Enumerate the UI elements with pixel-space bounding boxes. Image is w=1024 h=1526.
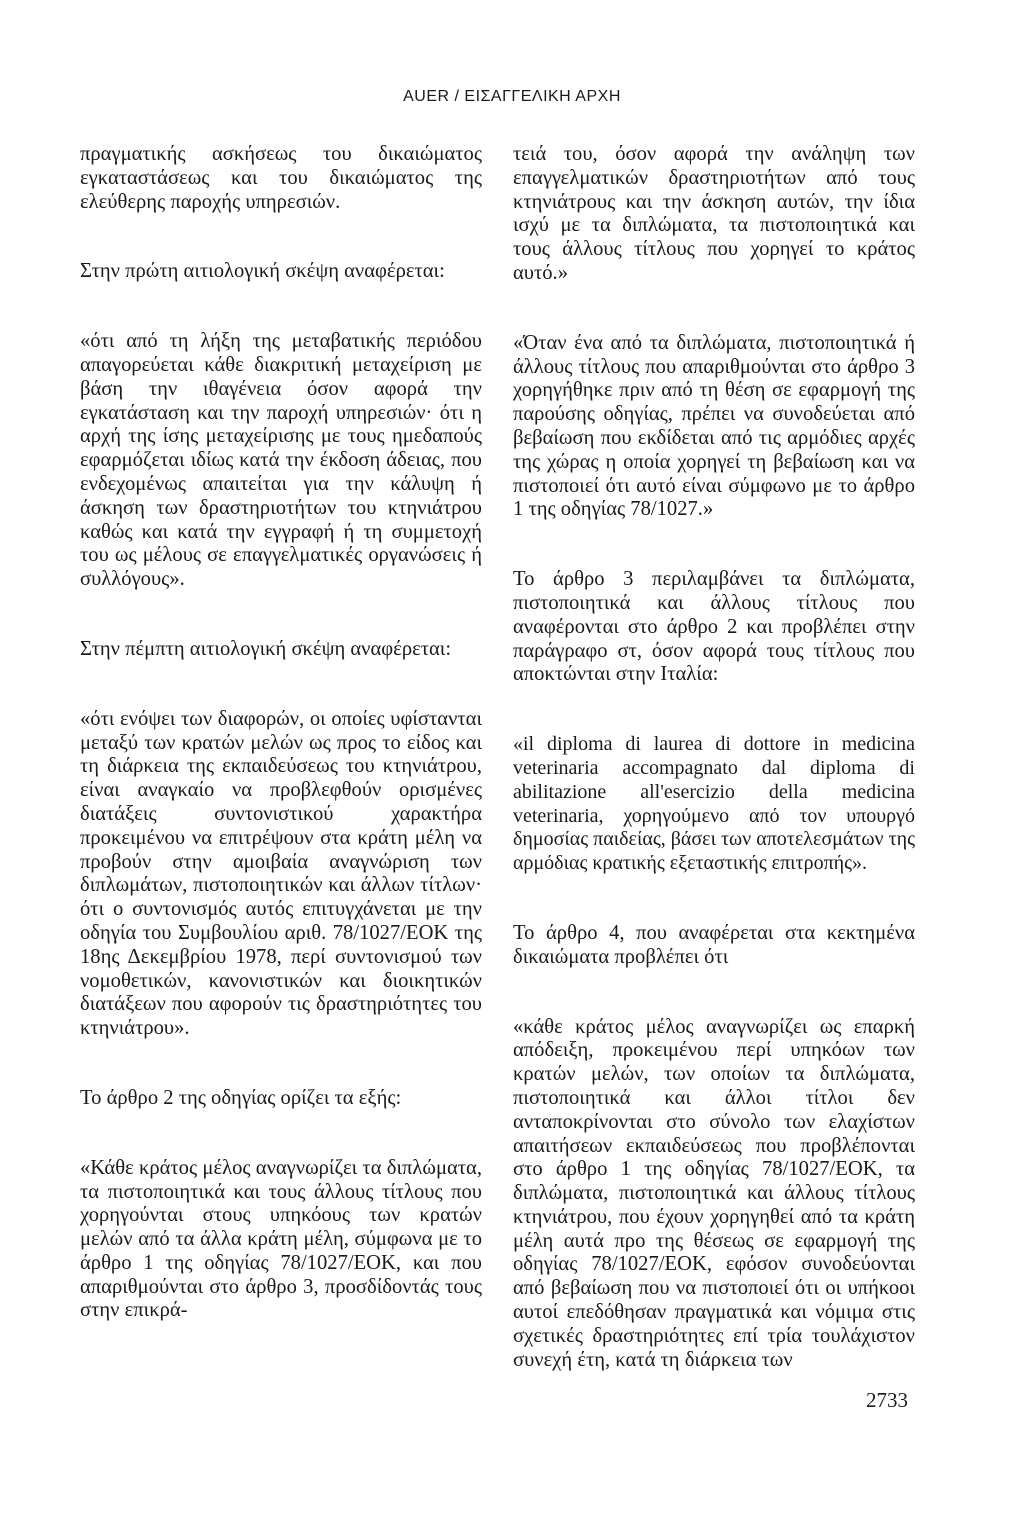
- quoted-paragraph: «κάθε κράτος μέλος αναγνωρίζει ως επαρκή απόδειξη, προκειμένου περί υπηκόων των κρατών μελών, των οποίων τα διπλώματα, πιστοποιητικά και άλλοι τίτλοι δεν ανταποκρίνονται στο σύνολο των ελαχίστων απαιτήσεων εκπαιδεύσεως που προβλέπονται στο άρθρο 1 της οδηγίας 78/1027/ΕΟΚ, τα διπλώματα, πιστοποιητικά και άλλους τίτλους κτηνιάτρου, που έχουν χορηγηθεί από τα κράτη μέλη αυτά προ της θέσεως σε εφαρμογή της οδηγίας 78/1027/ΕΟΚ, εφόσον συνοδεύονται από βεβαίωση που να πιστοποιεί ότι οι υπήκοοι αυτοί επεδόθησαν πραγματικά και νόμιμα στις σχετικές δραστηριότητες επί τρία τουλάχιστον συνεχή έτη, κατά τη διάρκεια των: [513, 1015, 915, 1371]
- quoted-paragraph: «Όταν ένα από τα διπλώματα, πιστοποιητικά ή άλλους τίτλους που απαριθμούνται στο άρθρο 3 χορηγήθηκε πριν από τη θέση σε εφαρμογή της παρούσης οδηγίας, πρέπει να συνοδεύεται από βεβαίωση που εκδίδεται από τις αρμόδιες αρχές της χώρας η οποία χορηγεί τη βεβαίωση και να πιστοποιεί ότι αυτό είναι σύμφωνο με το άρθρο 1 της οδηγίας 78/1027.»: [513, 331, 915, 521]
- left-column: [80, 143, 482, 1369]
- quoted-paragraph: «ότι ενόψει των διαφορών, οι οποίες υφίστανται μεταξύ των κρατών μελών ως προς το είδος και τη διάρκεια της εκπαιδεύσεως του κτηνιάτρου, είναι αναγκαίο να προβλεφθούν ορισμένες διατάξεις συντονιστικού χαρακτήρα προκειμένου να επιτρέψουν στα κράτη μέλη να προβούν στην αμοιβαία αναγνώριση των διπλωμάτων, πιστοποιητικών και άλλων τίτλων· ότι ο συντονισμός αυτός επιτυγχάνεται με την οδηγία του Συμβουλίου αριθ. 78/1027/ΕΟΚ της 18ης Δεκεμβρίου 1978, περί συντονισμού των νομοθετικών, κανονιστικών και διοικητικών διατάξεων που αφορούν τις δραστηριότητες του κτηνιάτρου».: [80, 707, 482, 1040]
- quoted-paragraph: «il diploma di laurea di dottore in medicina veterinaria accompagnato dal diploma di abilitazione all'esercizio della medicina veterinaria, χορηγούμενο από τον υπουργό δημοσίας παιδείας, βάσει των αποτελεσμάτων της αρμόδιας κρατικής εξεταστικής επιτροπής».: [513, 733, 915, 875]
- paragraph: Το άρθρο 3 περιλαμβάνει τα διπλώματα, πιστοποιητικά και άλλους τίτλους που αναφέρονται στο άρθρο 2 και προβλέπει στην παράγραφο στ, όσον αφορά τους τίτλους που αποκτώνται στην Ιταλία:: [513, 568, 915, 686]
- running-head: AUER / ΕΙΣΑΓΓΕΛΙΚΗ ΑΡΧΗ: [403, 88, 621, 105]
- paragraph: τειά του, όσον αφορά την ανάληψη των επαγγελματικών δραστηριοτήτων από τους κτηνιάτρους και την άσκηση αυτών, την ίδια ισχύ με τα διπλώματα, τα πιστοποιητικά και τους άλλους τίτλους που χορηγεί το κράτος αυτό.»: [513, 143, 915, 284]
- paragraph: Στην πέμπτη αιτιολογική σκέψη αναφέρεται:: [80, 637, 452, 660]
- paragraph: Το άρθρο 2 της οδηγίας ορίζει τα εξής:: [80, 1086, 402, 1109]
- paragraph: Στην πρώτη αιτιολογική σκέψη αναφέρεται:: [80, 260, 445, 283]
- paragraph: Το άρθρο 4, που αναφέρεται στα κεκτημένα δικαιώματα προβλέπει ότι: [513, 921, 915, 968]
- page-number: 2733: [866, 1388, 908, 1412]
- quoted-paragraph: «ότι από τη λήξη της μεταβατικής περιόδου απαγορεύεται κάθε διακριτική μεταχείριση με βάση την ιθαγένεια όσον αφορά την εγκατάσταση και την παροχή υπηρεσιών· ότι η αρχή της ίσης μεταχείρισης με τους ημεδαπούς εφαρμόζεται ιδίως κατά την έκδοση άδειας, που ενδεχομένως απαιτείται για την κάλυψη ή άσκηση των δραστηριοτήτων του κτηνιάτρου καθώς και κατά την εγγραφή ή τη συμμετοχή του ως μέλους σε επαγγελματικές οργανώσεις ή συλλόγους».: [80, 330, 482, 591]
- paragraph: πραγματικής ασκήσεως του δικαιώματος εγκαταστάσεως και του δικαιώματος της ελεύθερης παροχής υπηρεσιών.: [80, 143, 482, 213]
- quoted-paragraph: «Κάθε κράτος μέλος αναγνωρίζει τα διπλώματα, τα πιστοποιητικά και τους άλλους τίτλους που χορηγούνται στους υπηκόους των κρατών μελών από τα άλλα κράτη μέλη, σύμφωνα με το άρθρο 1 της οδηγίας 78/1027/ΕΟΚ, και που απαριθμούνται στο άρθρο 3, προσδίδοντάς τους στην επικρά-: [80, 1156, 482, 1322]
- right-column: [513, 143, 915, 1418]
